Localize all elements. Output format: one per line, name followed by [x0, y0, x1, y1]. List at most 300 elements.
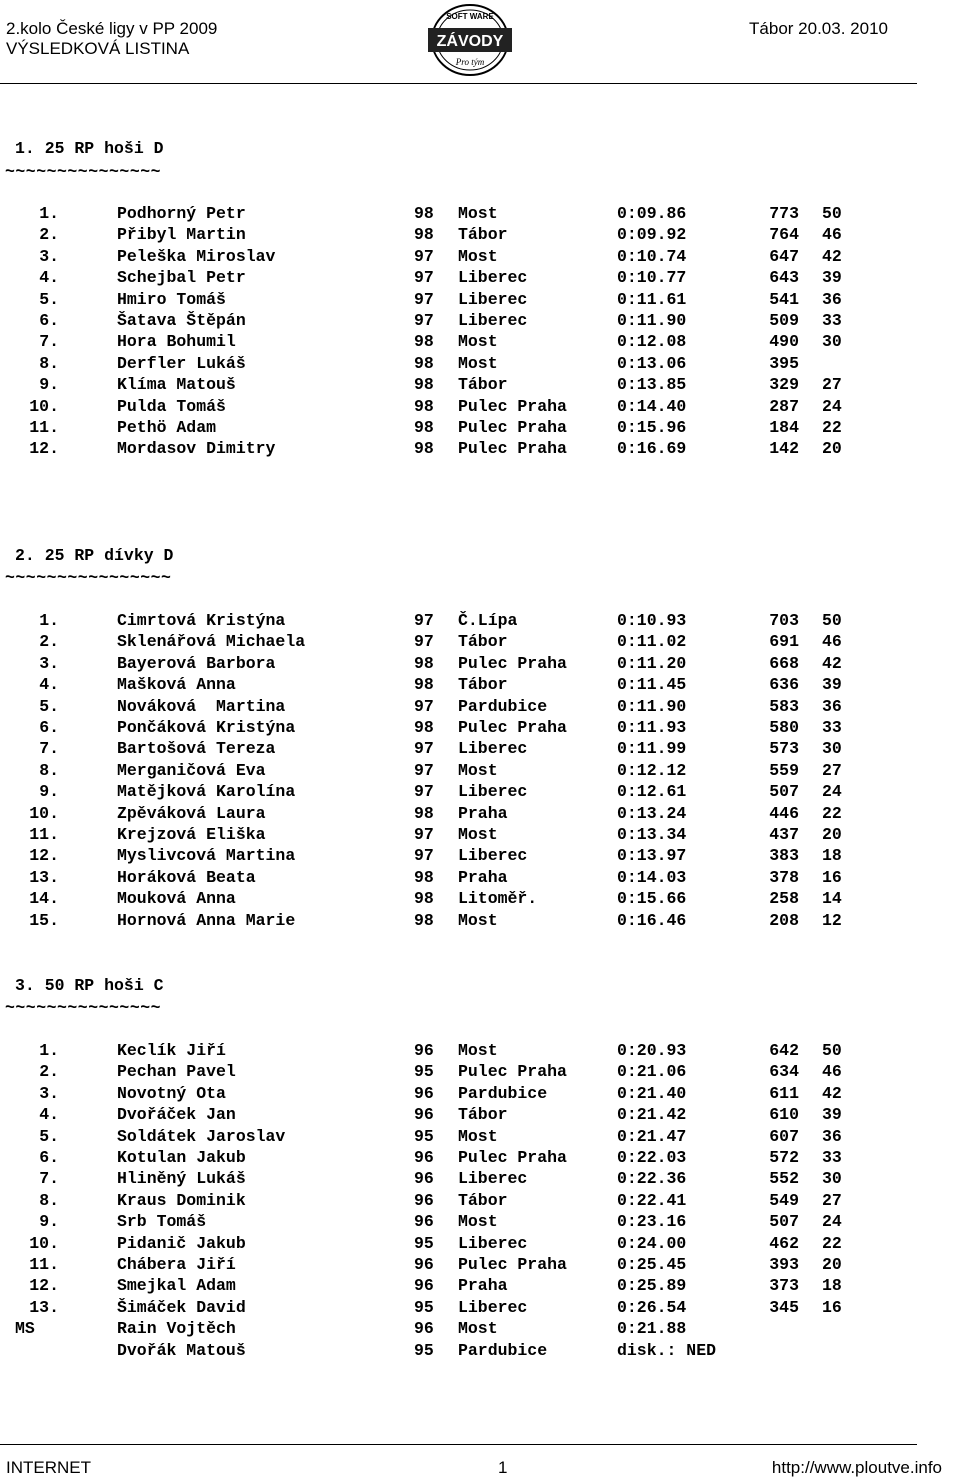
- result-rank: MS: [15, 1319, 35, 1339]
- section-underline: ~~~~~~~~~~~~~~~~: [5, 568, 172, 587]
- result-time: 0:12.12: [617, 760, 687, 780]
- zavody-logo: [422, 2, 518, 78]
- result-place-points: 42: [822, 246, 842, 266]
- result-year: 96: [414, 1083, 434, 1103]
- result-rank: 7.: [39, 1169, 59, 1189]
- result-club: Tábor: [458, 1105, 508, 1125]
- result-name: Horáková Beata: [117, 867, 256, 887]
- result-points: 642: [769, 1041, 799, 1060]
- result-year: 95: [414, 1062, 434, 1082]
- result-club: Č.Lípa: [458, 611, 518, 630]
- result-points: 691: [769, 632, 799, 652]
- result-points: 583: [769, 696, 799, 716]
- result-rank: 6.: [39, 311, 59, 330]
- result-row: [0, 631, 900, 652]
- result-club: Most: [458, 353, 498, 373]
- result-place-points: 46: [822, 1062, 842, 1082]
- result-points: 208: [769, 910, 799, 930]
- result-club: Liberec: [458, 1297, 528, 1317]
- header-left: [6, 19, 217, 59]
- result-year: 97: [414, 825, 434, 844]
- result-time: 0:22.36: [617, 1169, 687, 1189]
- result-club: Most: [458, 760, 498, 780]
- result-club: Praha: [458, 1276, 508, 1296]
- result-row: [0, 1211, 900, 1232]
- result-place-points: 36: [822, 696, 842, 716]
- result-club: Liberec: [458, 1169, 528, 1189]
- result-name: Kotulan Jakub: [117, 1148, 246, 1167]
- result-rank: 5.: [39, 696, 59, 716]
- result-name: Soldátek Jaroslav: [117, 1126, 286, 1146]
- result-row: [0, 803, 900, 824]
- result-points: 647: [769, 246, 799, 266]
- result-points: 373: [769, 1276, 799, 1296]
- logo-main-text: ZÁVODY: [436, 33, 504, 50]
- page-number: 1: [498, 1458, 508, 1477]
- result-name: Srb Tomáš: [117, 1212, 207, 1232]
- result-club: Liberec: [458, 846, 528, 866]
- result-year: 96: [414, 1041, 434, 1060]
- result-club: Most: [458, 1126, 498, 1146]
- result-row: [0, 888, 900, 909]
- result-row: [0, 824, 900, 845]
- result-row: [0, 353, 900, 374]
- result-points: 764: [769, 225, 799, 245]
- result-row: [0, 1147, 900, 1168]
- result-year: 97: [414, 246, 434, 266]
- result-place-points: 22: [822, 803, 842, 823]
- result-place-points: 12: [822, 910, 842, 930]
- result-year: 98: [414, 332, 434, 352]
- result-time: 0:11.90: [617, 696, 687, 716]
- result-row: [0, 760, 900, 781]
- result-name: Peleška Miroslav: [117, 246, 276, 266]
- result-year: 95: [414, 1340, 434, 1360]
- result-rank: 1.: [39, 204, 59, 223]
- result-club: Pulec Praha: [458, 1062, 567, 1082]
- result-place-points: 27: [822, 760, 842, 780]
- result-points: 462: [769, 1233, 799, 1253]
- result-name: Pethö Adam: [117, 418, 217, 437]
- result-place-points: 22: [822, 1233, 842, 1253]
- section-underline: ~~~~~~~~~~~~~~~: [5, 162, 162, 181]
- result-time: 0:13.24: [617, 803, 687, 823]
- logo-bottom-text: Pro tým: [455, 57, 485, 67]
- result-points: 549: [769, 1190, 799, 1210]
- result-place-points: 20: [822, 1255, 842, 1274]
- result-rank: 6.: [39, 1148, 59, 1167]
- result-rank: 4.: [39, 1105, 59, 1125]
- result-year: 96: [414, 1169, 434, 1189]
- result-time: 0:09.92: [617, 225, 687, 245]
- result-rank: 3.: [39, 246, 59, 266]
- result-points: 329: [769, 375, 799, 395]
- result-place-points: 24: [822, 782, 842, 802]
- result-points: 559: [769, 760, 799, 780]
- result-rank: 5.: [39, 289, 59, 309]
- result-club: Liberec: [458, 311, 528, 330]
- result-time: 0:22.03: [617, 1148, 687, 1167]
- result-name: Dvořáček Jan: [117, 1105, 236, 1125]
- result-row: [0, 267, 900, 288]
- result-points: 507: [769, 1212, 799, 1232]
- result-points: 573: [769, 739, 799, 759]
- result-place-points: 50: [822, 1041, 842, 1060]
- result-points: 383: [769, 846, 799, 866]
- result-row: [0, 1040, 900, 1061]
- result-time: 0:09.86: [617, 204, 687, 223]
- result-name: Krejzová Eliška: [117, 825, 266, 844]
- result-place-points: 42: [822, 653, 842, 673]
- result-row: [0, 331, 900, 352]
- result-time: 0:21.88: [617, 1319, 687, 1339]
- result-name: Merganičová Eva: [117, 760, 266, 780]
- result-points: 437: [769, 825, 799, 844]
- result-year: 96: [414, 1190, 434, 1210]
- result-rank: 1.: [39, 611, 59, 630]
- header-date: Tábor 20.03. 2010: [749, 19, 888, 38]
- result-row: [0, 246, 900, 267]
- result-year: 96: [414, 1255, 434, 1274]
- result-year: 98: [414, 889, 434, 909]
- result-time: disk.: NED: [617, 1340, 717, 1360]
- result-place-points: 46: [822, 225, 842, 245]
- result-rank: 1.: [39, 1041, 59, 1060]
- result-row: [0, 738, 900, 759]
- result-place-points: 20: [822, 439, 842, 459]
- result-time: 0:20.93: [617, 1041, 687, 1060]
- result-rank: 12.: [29, 1276, 59, 1296]
- result-time: 0:21.42: [617, 1105, 687, 1125]
- result-year: 98: [414, 225, 434, 245]
- result-points: 634: [769, 1062, 799, 1082]
- result-name: Smejkal Adam: [117, 1276, 236, 1296]
- result-year: 98: [414, 653, 434, 673]
- logo-top-text: SOFT WARE: [446, 12, 494, 21]
- result-year: 97: [414, 268, 434, 288]
- section-title: 2. 25 RP dívky D: [15, 546, 174, 565]
- result-club: Tábor: [458, 675, 508, 695]
- result-club: Pulec Praha: [458, 396, 567, 416]
- result-place-points: 39: [822, 1105, 842, 1125]
- result-time: 0:10.93: [617, 611, 687, 630]
- result-rank: 2.: [39, 225, 59, 245]
- result-place-points: 27: [822, 1190, 842, 1210]
- result-time: 0:12.61: [617, 782, 687, 802]
- result-name: Klíma Matouš: [117, 375, 236, 395]
- result-time: 0:11.99: [617, 739, 687, 759]
- result-place-points: 16: [822, 1297, 842, 1317]
- result-club: Pardubice: [458, 1083, 548, 1103]
- result-time: 0:11.90: [617, 311, 687, 330]
- result-time: 0:16.46: [617, 910, 687, 930]
- result-row: [0, 1297, 900, 1318]
- result-row: [0, 1233, 900, 1254]
- result-row: [0, 1083, 900, 1104]
- result-points: 610: [769, 1105, 799, 1125]
- result-points: 287: [769, 396, 799, 416]
- result-year: 97: [414, 611, 434, 630]
- result-points: 643: [769, 268, 799, 288]
- result-club: Most: [458, 246, 498, 266]
- footer-url[interactable]: http://www.ploutve.info: [771, 1458, 942, 1477]
- result-club: Liberec: [458, 268, 528, 288]
- result-place-points: 50: [822, 611, 842, 630]
- result-row: [0, 610, 900, 631]
- result-name: Derfler Lukáš: [117, 353, 246, 373]
- result-name: Pechan Pavel: [117, 1062, 236, 1082]
- result-time: 0:14.40: [617, 396, 687, 416]
- result-rank: 10.: [29, 396, 59, 416]
- result-time: 0:25.45: [617, 1255, 687, 1274]
- result-club: Most: [458, 1041, 498, 1060]
- result-name: Schejbal Petr: [117, 268, 246, 288]
- result-name: Bayerová Barbora: [117, 653, 276, 673]
- result-club: Pulec Praha: [458, 1148, 567, 1167]
- result-year: 95: [414, 1233, 434, 1253]
- result-name: Rain Vojtěch: [117, 1319, 236, 1339]
- result-name: Sklenářová Michaela: [117, 632, 306, 652]
- result-club: Tábor: [458, 632, 508, 652]
- result-points: 446: [769, 803, 799, 823]
- result-club: Pardubice: [458, 696, 548, 716]
- result-year: 98: [414, 353, 434, 373]
- result-year: 98: [414, 439, 434, 459]
- result-club: Pulec Praha: [458, 439, 567, 459]
- result-time: 0:11.20: [617, 653, 687, 673]
- result-time: 0:11.61: [617, 289, 687, 309]
- result-year: 97: [414, 846, 434, 866]
- result-name: Šatava Štěpán: [117, 311, 246, 330]
- result-club: Liberec: [458, 289, 528, 309]
- result-place-points: 24: [822, 1212, 842, 1232]
- section-title: 1. 25 RP hoši D: [15, 139, 164, 158]
- section-underline: ~~~~~~~~~~~~~~~: [5, 998, 162, 1017]
- result-name: Dvořák Matouš: [117, 1340, 246, 1360]
- result-row: [0, 310, 900, 331]
- result-time: 0:10.77: [617, 268, 687, 288]
- result-year: 98: [414, 375, 434, 395]
- result-points: 507: [769, 782, 799, 802]
- result-place-points: 42: [822, 1083, 842, 1103]
- result-row: [0, 417, 900, 438]
- result-rank: 9.: [39, 375, 59, 395]
- result-time: 0:16.69: [617, 439, 687, 459]
- result-rank: 13.: [29, 867, 59, 887]
- result-rank: 15.: [29, 910, 59, 930]
- result-club: Pulec Praha: [458, 718, 567, 737]
- result-row: [0, 1340, 900, 1361]
- result-club: Most: [458, 204, 498, 223]
- result-club: Most: [458, 332, 498, 352]
- result-place-points: 20: [822, 825, 842, 844]
- result-name: Mordasov Dimitry: [117, 439, 276, 459]
- result-row: [0, 867, 900, 888]
- result-name: Hliněný Lukáš: [117, 1169, 246, 1189]
- result-club: Most: [458, 910, 498, 930]
- result-row: [0, 1104, 900, 1125]
- result-points: 490: [769, 332, 799, 352]
- result-row: [0, 674, 900, 695]
- result-rank: 10.: [29, 1233, 59, 1253]
- result-name: Zpěváková Laura: [117, 803, 266, 823]
- result-place-points: 30: [822, 1169, 842, 1189]
- results-list-title: VÝSLEDKOVÁ LISTINA: [6, 39, 190, 58]
- result-year: 97: [414, 782, 434, 802]
- result-time: 0:26.54: [617, 1297, 687, 1317]
- result-club: Most: [458, 1212, 498, 1232]
- result-row: [0, 203, 900, 224]
- result-name: Hmiro Tomáš: [117, 289, 226, 309]
- result-club: Liberec: [458, 1233, 528, 1253]
- result-row: [0, 396, 900, 417]
- result-club: Pulec Praha: [458, 418, 567, 437]
- result-name: Mašková Anna: [117, 675, 236, 695]
- result-place-points: 50: [822, 204, 842, 223]
- result-rank: 6.: [39, 718, 59, 737]
- result-time: 0:13.34: [617, 825, 687, 844]
- result-place-points: 18: [822, 1276, 842, 1296]
- result-rank: 14.: [29, 889, 59, 909]
- result-year: 98: [414, 867, 434, 887]
- result-year: 96: [414, 1212, 434, 1232]
- result-time: 0:10.74: [617, 246, 687, 266]
- result-row: [0, 438, 900, 459]
- result-rank: 11.: [29, 825, 59, 844]
- result-year: 96: [414, 1148, 434, 1167]
- result-rank: 7.: [39, 332, 59, 352]
- result-rank: 2.: [39, 1062, 59, 1082]
- result-row: [0, 289, 900, 310]
- result-time: 0:21.06: [617, 1062, 687, 1082]
- result-time: 0:13.85: [617, 375, 687, 395]
- result-name: Bartošová Tereza: [117, 739, 276, 759]
- result-points: 258: [769, 889, 799, 909]
- result-club: Liberec: [458, 782, 528, 802]
- result-time: 0:13.97: [617, 846, 687, 866]
- result-place-points: 18: [822, 846, 842, 866]
- result-rank: 11.: [29, 418, 59, 437]
- result-time: 0:21.40: [617, 1083, 687, 1103]
- result-name: Myslivcová Martina: [117, 846, 296, 866]
- result-place-points: 33: [822, 311, 842, 330]
- result-row: [0, 1254, 900, 1275]
- result-name: Keclík Jiří: [117, 1041, 226, 1060]
- result-year: 96: [414, 1276, 434, 1296]
- result-place-points: 36: [822, 1126, 842, 1146]
- result-name: Chábera Jiří: [117, 1255, 236, 1274]
- result-time: 0:22.41: [617, 1190, 687, 1210]
- result-points: 552: [769, 1169, 799, 1189]
- result-rank: 7.: [39, 739, 59, 759]
- result-rank: 3.: [39, 1083, 59, 1103]
- result-time: 0:21.47: [617, 1126, 687, 1146]
- result-year: 98: [414, 910, 434, 930]
- result-points: 393: [769, 1255, 799, 1274]
- result-club: Tábor: [458, 225, 508, 245]
- result-row: [0, 374, 900, 395]
- footer-divider: [0, 1444, 917, 1445]
- section-title: 3. 50 RP hoši C: [15, 976, 164, 995]
- result-row: [0, 717, 900, 738]
- result-points: 541: [769, 289, 799, 309]
- result-club: Pulec Praha: [458, 653, 567, 673]
- result-place-points: 36: [822, 289, 842, 309]
- result-points: 184: [769, 418, 799, 437]
- result-rank: 8.: [39, 1190, 59, 1210]
- result-rank: 9.: [39, 1212, 59, 1232]
- result-points: 580: [769, 718, 799, 737]
- result-rank: 2.: [39, 632, 59, 652]
- result-rank: 13.: [29, 1297, 59, 1317]
- result-club: Most: [458, 1319, 498, 1339]
- result-row: [0, 653, 900, 674]
- result-club: Most: [458, 825, 498, 844]
- result-club: Pulec Praha: [458, 1255, 567, 1274]
- result-row: [0, 1168, 900, 1189]
- result-points: 668: [769, 653, 799, 673]
- result-time: 0:13.06: [617, 353, 687, 373]
- result-place-points: 14: [822, 889, 842, 909]
- result-club: Praha: [458, 803, 508, 823]
- result-year: 98: [414, 718, 434, 737]
- result-year: 96: [414, 1319, 434, 1339]
- result-rank: 9.: [39, 782, 59, 802]
- header-divider: [0, 83, 917, 84]
- result-year: 98: [414, 675, 434, 695]
- result-row: [0, 845, 900, 866]
- result-year: 95: [414, 1297, 434, 1317]
- result-name: Hornová Anna Marie: [117, 910, 296, 930]
- result-club: Litoměř.: [458, 889, 538, 909]
- result-time: 0:15.96: [617, 418, 687, 437]
- result-points: 773: [769, 204, 799, 223]
- result-points: 703: [769, 611, 799, 630]
- result-row: [0, 1190, 900, 1211]
- result-rank: 8.: [39, 353, 59, 373]
- result-year: 97: [414, 739, 434, 759]
- competition-title: 2.kolo České ligy v PP 2009: [6, 19, 218, 38]
- result-name: Novotný Ota: [117, 1083, 226, 1103]
- result-points: 572: [769, 1148, 799, 1167]
- result-club: Tábor: [458, 1190, 508, 1210]
- result-place-points: 39: [822, 675, 842, 695]
- result-place-points: 22: [822, 418, 842, 437]
- result-place-points: 39: [822, 268, 842, 288]
- result-rank: 11.: [29, 1255, 59, 1274]
- result-place-points: 33: [822, 718, 842, 737]
- result-year: 95: [414, 1126, 434, 1146]
- result-rank: 5.: [39, 1126, 59, 1146]
- result-name: Pulda Tomáš: [117, 396, 226, 416]
- result-points: 395: [769, 353, 799, 373]
- result-year: 97: [414, 289, 434, 309]
- result-year: 98: [414, 396, 434, 416]
- result-row: [0, 1275, 900, 1296]
- result-place-points: 27: [822, 375, 842, 395]
- result-row: [0, 1126, 900, 1147]
- result-name: Pidanič Jakub: [117, 1233, 246, 1253]
- result-place-points: 24: [822, 396, 842, 416]
- result-rank: 10.: [29, 803, 59, 823]
- result-name: Mouková Anna: [117, 889, 236, 909]
- result-points: 611: [769, 1083, 799, 1103]
- result-club: Liberec: [458, 739, 528, 759]
- result-points: 509: [769, 311, 799, 330]
- result-year: 96: [414, 1105, 434, 1125]
- result-club: Praha: [458, 867, 508, 887]
- result-time: 0:23.16: [617, 1212, 687, 1232]
